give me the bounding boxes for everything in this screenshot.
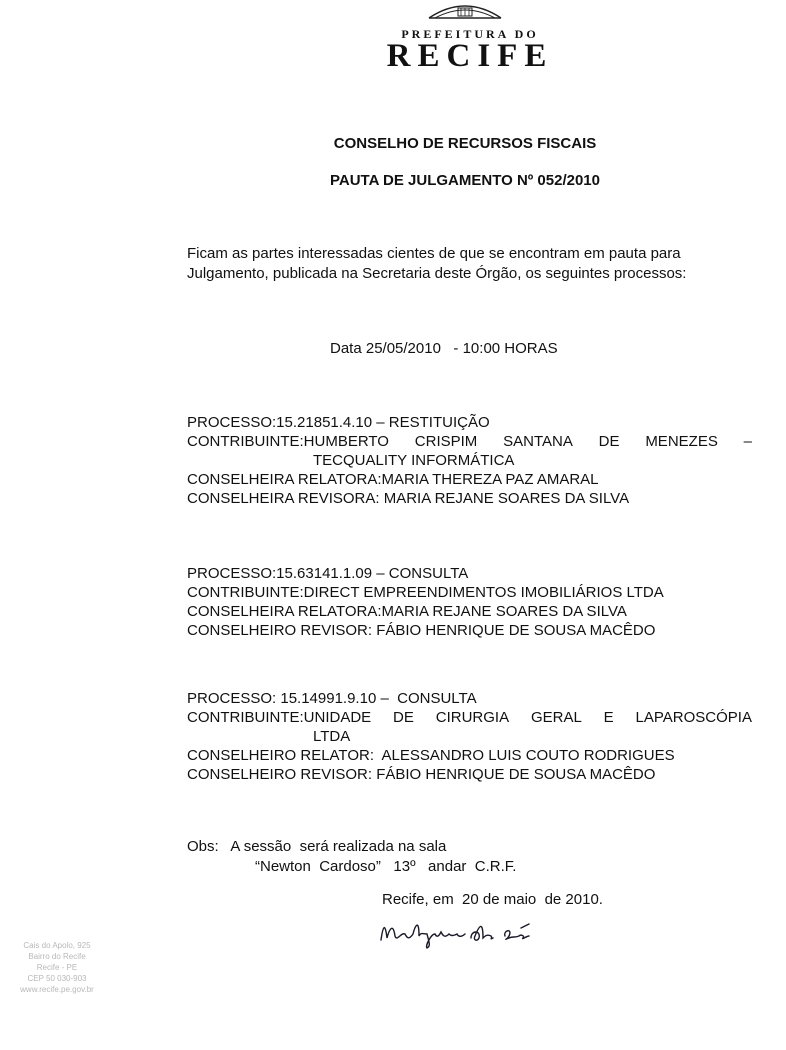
observation-text: A sessão será realizada na sala [230, 838, 447, 855]
process-block-1 [187, 413, 752, 508]
contribuinte-word: GERAL [530, 709, 582, 726]
relator-line: CONSELHEIRA RELATORA:MARIA REJANE SOARES DA SILVA [187, 603, 627, 620]
contribuinte-word: MENEZES [645, 433, 718, 450]
observation-row-1 [187, 837, 516, 857]
process-number: PROCESSO:15.21851.4.10 – RESTITUIÇÃO [187, 414, 490, 431]
contribuinte-word: CONTRIBUINTE:UNIDADE [187, 709, 372, 726]
handwritten-signature [375, 912, 575, 950]
contribuinte-line [187, 708, 752, 727]
contribuinte-line [187, 432, 752, 451]
address-footer [2, 940, 112, 995]
document-title: CONSELHO DE RECURSOS FISCAIS [333, 135, 597, 152]
session-date: Data 25/05/2010 - 10:00 HORAS [330, 340, 558, 357]
observation-row-2: “Newton Cardoso” 13º andar C.R.F. [255, 858, 517, 875]
document-subtitle: PAUTA DE JULGAMENTO Nº 052/2010 [330, 172, 600, 189]
footer-line: CEP 50 030-903 [27, 974, 87, 983]
contribuinte-word: E [603, 709, 614, 726]
footer-line: Bairro do Recife [28, 952, 86, 961]
place-date: Recife, em 20 de maio de 2010. [382, 891, 603, 908]
revisor-line: CONSELHEIRO REVISOR: FÁBIO HENRIQUE DE SOUSA MACÊDO [187, 622, 656, 639]
contribuinte-word: CONTRIBUINTE:HUMBERTO [187, 433, 389, 450]
city-crest-logo [425, 0, 505, 20]
contribuinte-word: CIRURGIA [435, 709, 510, 726]
process-number: PROCESSO: 15.14991.9.10 – CONSULTA [187, 690, 477, 707]
contribuinte-continuation: LTDA [313, 728, 351, 745]
contribuinte-word: – [743, 433, 752, 450]
process-block-2 [187, 564, 752, 640]
footer-line: Recife - PE [36, 963, 78, 972]
contribuinte-continuation: TECQUALITY INFORMÁTICA [313, 452, 515, 469]
contribuinte-word: SANTANA [503, 433, 573, 450]
revisor-line: CONSELHEIRO REVISOR: FÁBIO HENRIQUE DE SOUSA MACÊDO [187, 766, 656, 783]
observation-block [187, 837, 516, 877]
contribuinte-word: DE [598, 433, 620, 450]
logo-text-big: RECIFE [386, 38, 554, 74]
contribuinte-word: CRISPIM [414, 433, 478, 450]
intro-paragraph: Ficam as partes interessadas cientes de que se encontram em pauta para Julgamento, publicada na Secretaria deste Órgão, os seguintes processos: [187, 245, 687, 282]
logo-text-small: PREFEITURA DO [401, 27, 539, 41]
footer-line: www.recife.pe.gov.br [20, 985, 94, 994]
process-block-3 [187, 689, 752, 784]
contribuinte-word: DE [393, 709, 414, 726]
contribuinte-word: LAPAROSCÓPIA [635, 709, 752, 726]
process-number: PROCESSO:15.63141.1.09 – CONSULTA [187, 565, 469, 582]
revisor-line: CONSELHEIRA REVISORA: MARIA REJANE SOARES DA SILVA [187, 490, 630, 507]
observation-label: Obs: [187, 838, 219, 855]
relator-line: CONSELHEIRA RELATORA:MARIA THEREZA PAZ AMARAL [187, 471, 599, 488]
footer-line: Cais do Apolo, 925 [23, 941, 91, 950]
relator-line: CONSELHEIRO RELATOR: ALESSANDRO LUIS COUTO RODRIGUES [187, 747, 675, 764]
contribuinte-line: CONTRIBUINTE:DIRECT EMPREENDIMENTOS IMOBILIÁRIOS LTDA [187, 584, 664, 601]
